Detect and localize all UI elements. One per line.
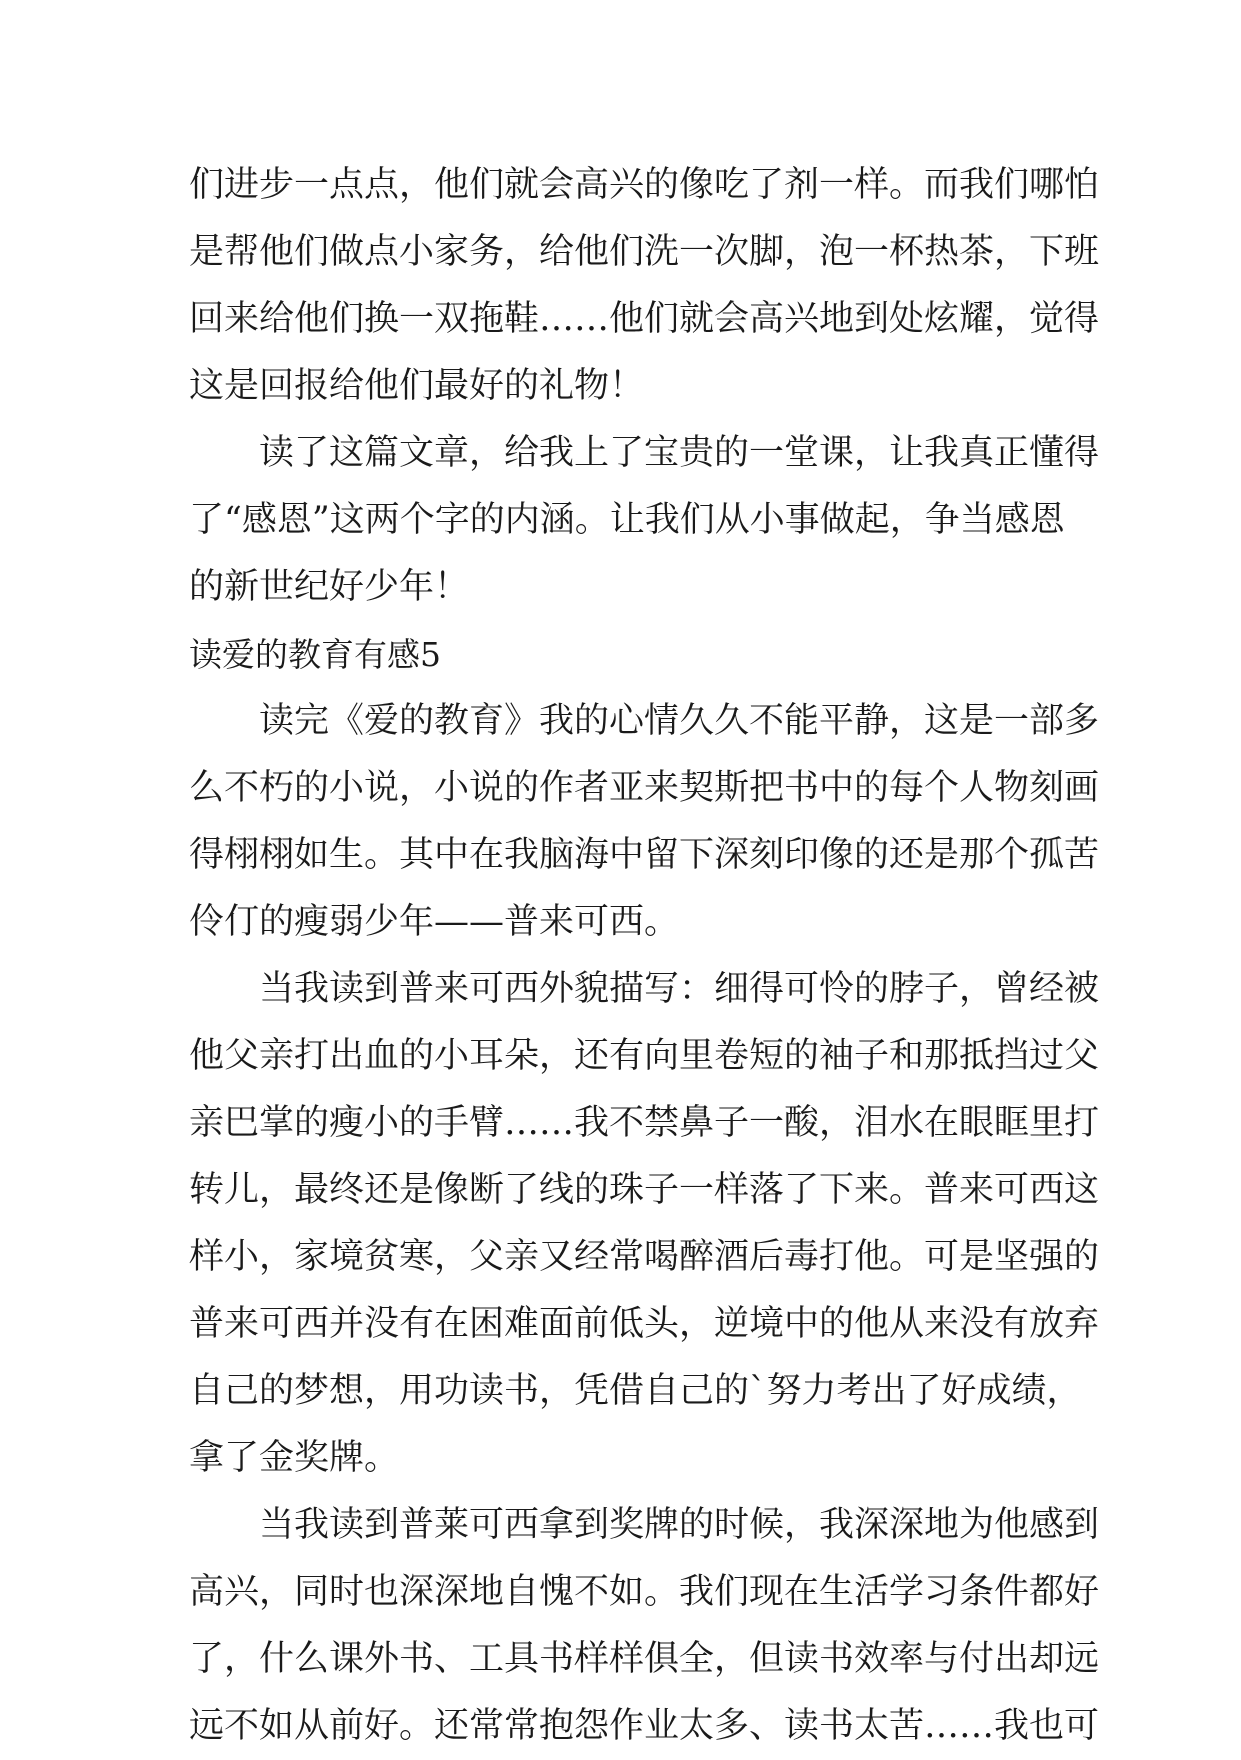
text-line: 他父亲打出血的小耳朵，还有向里卷短的袖子和那抵挡过父 — [189, 1036, 1100, 1076]
text-line: 远不如从前好。还常常抱怨作业太多、读书太苦……我也可 — [189, 1706, 1100, 1746]
text-line: 亲巴掌的瘦小的手臂……我不禁鼻子一酸，泪水在眼眶里打 — [189, 1103, 1100, 1143]
paragraph — [189, 420, 1100, 621]
text-line: 的新世纪好少年！ — [189, 567, 470, 607]
text-line: 拿了金奖牌。 — [189, 1438, 400, 1478]
text-line: 伶仃的瘦弱少年——普来可西。 — [189, 902, 680, 942]
text-line: 读完《爱的教育》我的心情久久不能平静，这是一部多 — [259, 701, 1100, 741]
text-line: 转儿，最终还是像断了线的珠子一样落了下来。普来可西这 — [189, 1170, 1100, 1210]
paragraph — [189, 1492, 1100, 1760]
text-line: 读了这篇文章，给我上了宝贵的一堂课，让我真正懂得 — [259, 433, 1100, 473]
text-line: 么不朽的小说，小说的作者亚来契斯把书中的每个人物刻画 — [189, 768, 1100, 808]
text-line: 自己的梦想，用功读书，凭借自己的`努力考出了好成绩， — [189, 1371, 1082, 1411]
section-heading: 读爱的教育有感5 — [189, 635, 441, 674]
text-line: 们进步一点点，他们就会高兴的像吃了剂一样。而我们哪怕 — [189, 165, 1100, 205]
text-line: 是帮他们做点小家务，给他们洗一次脚，泡一杯热茶，下班 — [189, 232, 1100, 272]
text-line: 得栩栩如生。其中在我脑海中留下深刻印像的还是那个孤苦 — [189, 835, 1100, 875]
text-line: 当我读到普来可西外貌描写：细得可怜的脖子，曾经被 — [259, 969, 1100, 1009]
text-line: 样小，家境贫寒，父亲又经常喝醉酒后毒打他。可是坚强的 — [189, 1237, 1100, 1277]
text-line: 了“感恩”这两个字的内涵。让我们从小事做起，争当感恩 — [189, 500, 1065, 540]
text-line: 这是回报给他们最好的礼物！ — [189, 366, 645, 406]
text-line: 高兴，同时也深深地自愧不如。我们现在生活学习条件都好 — [189, 1572, 1100, 1612]
paragraph — [189, 956, 1100, 1492]
text-line: 普来可西并没有在困难面前低头，逆境中的他从来没有放弃 — [189, 1304, 1100, 1344]
text-line: 了，什么课外书、工具书样样俱全，但读书效率与付出却远 — [189, 1639, 1100, 1679]
paragraph — [189, 152, 1100, 420]
paragraph — [189, 688, 1100, 956]
text-line: 回来给他们换一双拖鞋……他们就会高兴地到处炫耀，觉得 — [189, 299, 1100, 339]
text-line: 当我读到普莱可西拿到奖牌的时候，我深深地为他感到 — [259, 1505, 1100, 1545]
document-body — [189, 152, 1100, 1760]
